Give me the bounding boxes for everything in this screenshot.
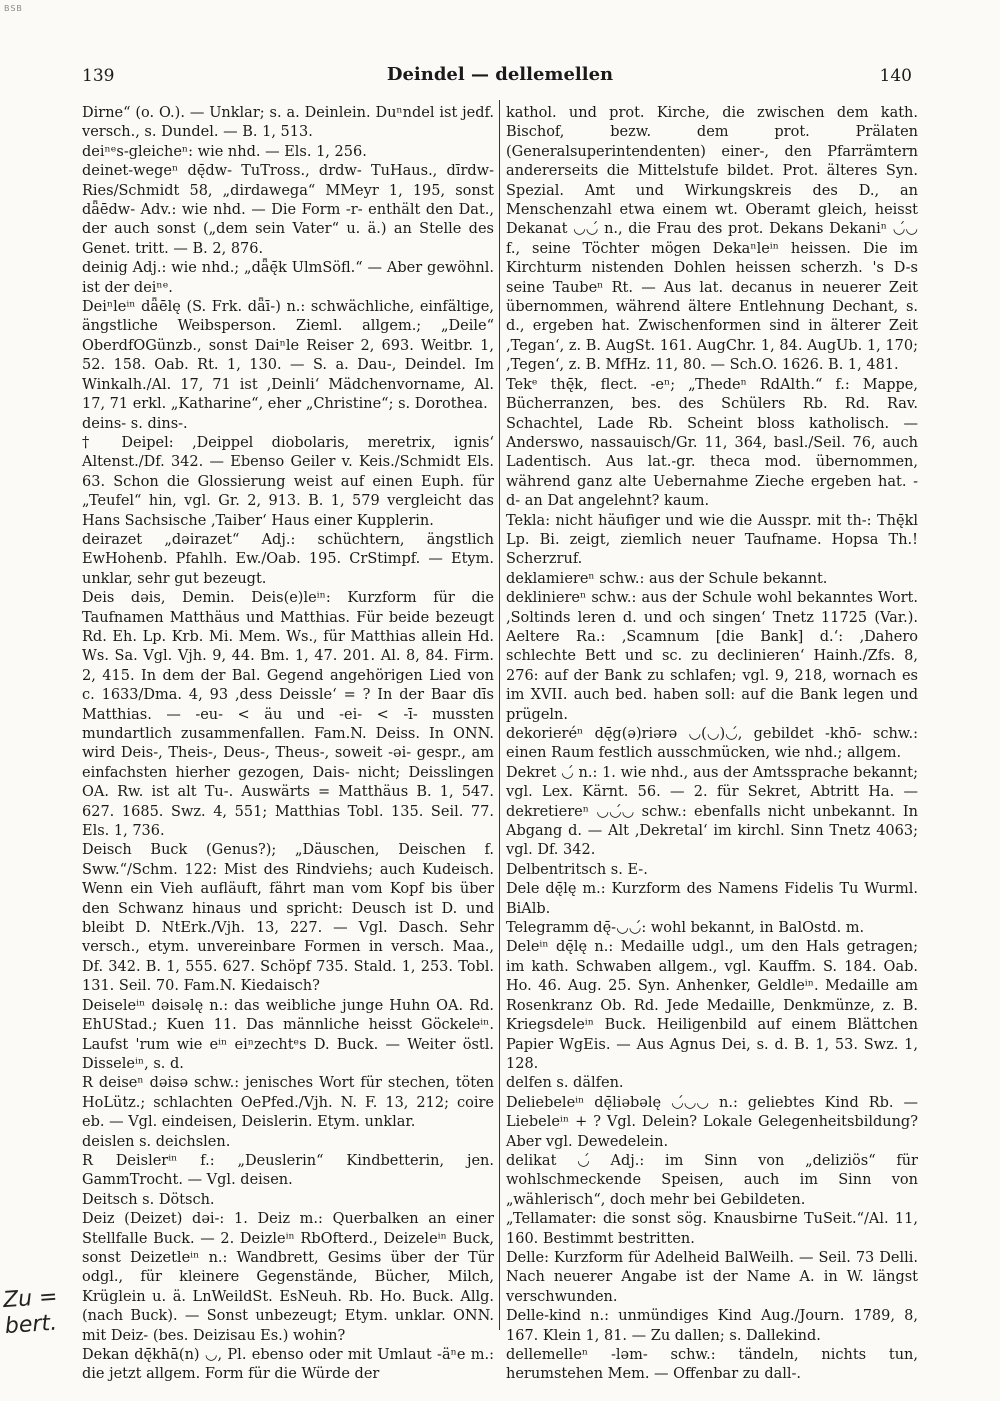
entry: Deisch Buck (Genus?); „Däuschen, Deischen f. Sww.“/Schm. 122: Mist des Rindviehs; auch Kudeisch. Wenn ein Vieh aufläuft, fährt man vom Kopf bis über den Schwanz hinaus und spricht: Deusch ist D. und bleibt D. NtErk./Vjh. 13, 227. — Vgl. Dasch. Sehr versch., etym. unvereinbare Formen in versch. Maa., Df. 342. B. 1, 555. 627. Schöpf 735. Stald. 1, 253. Tobl. 131. Seil. 70. Fam.N. Kiedaisch?: [82, 842, 494, 995]
entry: Deliebeleⁱⁿ dę̄liəbəlę ◡́◡◡ n.: geliebtes Kind Rb. — Liebeleⁱⁿ + ? Vgl. Delein? Lokale Gelegenheitsbildung? Aber vgl. Dewedelein.: [506, 1094, 918, 1150]
entry: kathol. und prot. Kirche, die zwischen dem kath. Bischof, bezw. dem prot. Prälaten (Generalsuperintendenten) einer-, den Pfarrämtern andererseits die Mittelstufe bildet. Prot. älteres Syn. Spezial. Amt und Wirkungskreis des D., an Menschenzahl etwa einem wt. Oberamt gleich, heisst Dekanat ◡◡́ n., die Frau des prot. Dekans Dekaniⁿ ◡́◡ f., seine Töchter mögen Dekaⁿleⁱⁿ heissen. Die im Kirchturm nistenden Dohlen heissen scherzh. 's D-s seine Taubeⁿ Rt. — Aus lat. decanus in neuerer Zeit übernommen, während ältere Entlehnung Dechant, s. d., ergeben hat. Zwischenformen sind in älterer Zeit ‚Tegan‘, z. B. AugSt. 161. AugChr. 1, 84. AugUb. 1, 170; ‚Tegen‘, z. B. MfHz. 11, 80. — Sch.O. 1626. B. 1, 481.: [506, 105, 918, 374]
entry: deiⁿᵉs-gleicheⁿ: wie nhd. — Els. 1, 256.: [82, 143, 367, 160]
entry: R deiseⁿ dəisə schw.: jenisches Wort für stechen, töten HoLütz.; schlachten OePfed./Vjh. N. F. 13, 212; coire eb. — Vgl. eindeisen, Deislerin. Etym. unklar.: [82, 1075, 494, 1131]
left-page-number: 139: [82, 66, 115, 86]
entry: deirazet „dəirazet“ Adj.: schüchtern, ängstlich EwHohenb. Pfahlh. Ew./Oab. 195. CrStimpf. — Etym. unklar, sehr gut bezeugt.: [82, 531, 494, 587]
entry: „Tellamater: die sonst sög. Knausbirne TuSeit.“/Al. 11, 160. Bestimmt bestritten.: [506, 1211, 918, 1247]
entry: Deiⁿleⁱⁿ dǟēlę (S. Frk. dǟī-) n.: schwächliche, einfältige, ängstliche Weibsperson. Zieml. allgem.; „Deile“ OberdfOGünzb., sonst Daiⁿle Reiser 2, 693. Weitbr. 1, 52. 158. Oab. Rt. 1, 130. — S. a. Dau-, Deindel. Im Winkalh./Al. 17, 71 ist ‚Deinli‘ Mädchenvorname, Al. 17, 71 erkl. „Katharine“, eher „Christine“; s. Dorothea.: [82, 299, 494, 413]
entry: deins- s. dins-.: [82, 415, 188, 432]
entry: deinig Adj.: wie nhd.; „dǟę̄k UlmSöfl.“ — Aber gewöhnl. ist der deiⁿᵉ.: [82, 260, 494, 296]
entry: deinet-wegeⁿ dę̄dw- TuTross., drdw- TuHaus., dīrdw- Ries/Schmidt 58, „dirdawega“ MMeyr 1, 195, sonst dǟēdw- Adv.: wie nhd. — Die Form -r- enthält den Dat., der auch sonst („dem sein Vater“ u. ä.) an Stelle des Genet. tritt. — B. 2, 876.: [82, 163, 494, 257]
handwritten-margin-note: Zu = bert.: [2, 1284, 59, 1340]
entry: † Deipel: ‚Deippel diobolaris, meretrix, ignis‘ Altenst./Df. 342. — Ebenso Geiler v. Keis./Schmidt Els. 63. Schon die Glossierung weist auf einen Euph. für „Teufel“ hin, vgl. Gr. 2, 913. B. 1, 579 vergleicht das Hans Sachsische ‚Taiber‘ Haus einer Kupplerin.: [82, 434, 494, 529]
entry: delikat ◡́ Adj.: im Sinn von „deliziös“ für wohlschmeckende Speisen, auch im Sinn von „wählerisch“, doch mehr bei Gebildeten.: [506, 1152, 918, 1208]
entry: dellemelleⁿ -ləm- schw.: tändeln, nichts tun, herumstehen Mem. — Offenbar zu dall-.: [506, 1347, 918, 1383]
entry: Deitsch s. Dötsch.: [82, 1191, 215, 1208]
entry: deklamiereⁿ schw.: aus der Schule bekannt.: [506, 570, 828, 587]
entry: Tekᵉ thę̄k, flect. -eⁿ; „Thedeⁿ RdAlth.“ f.: Mappe, Bücherranzen, bes. des Schülers Rb. Rd. Rav. Schachtel, Lade Rb. Scheint bloss katholisch. — Anderswo, nassauisch/Gr. 11, 364, basl./Seil. 76, auch Ladentisch. Aus lat.-gr. theca mod. übernommen, während ganz alte Uebernahme Zieche ergeben hat. -d- an Dat angelehnt? kaum.: [506, 376, 918, 510]
right-page-number: 140: [879, 66, 912, 86]
entry: delfen s. dälfen.: [506, 1075, 624, 1092]
right-column: [506, 104, 918, 1383]
left-column: [82, 104, 494, 1383]
entry: Tekla: nicht häufiger und wie die Ausspr. mit th-: Thę̄kl Lp. Bi. zeigt, ziemlich neuer Taufname. Hopsa Th.! Scherzruf.: [506, 512, 918, 568]
entry: Deiseleⁱⁿ dəisəlę n.: das weibliche junge Huhn OA. Rd. EhUStad.; Kuen 11. Das männliche heisst Göckeleⁱⁿ. Laufst 'rum wie eⁱⁿ eiⁿzechtᵉs D. Buck. — Weiter östl. Disseleⁱⁿ, s. d.: [82, 997, 494, 1072]
entry: Delle-kind n.: unmündiges Kind Aug./Journ. 1789, 8, 167. Klein 1, 81. — Zu dallen; s. Dallekind.: [506, 1308, 918, 1344]
entry: Deleⁱⁿ dę̄lę n.: Medaille udgl., um den Hals getragen; im kath. Schwaben allgem., vgl. Kauffm. S. 184. Oab. Ho. 46. Aug. 25. Syn. Anhenker, Geldleⁱⁿ. Medaille am Rosenkranz Ob. Rd. Jede Medaille, Denkmünze, z. B. Kriegsdeleⁱⁿ Buck. Heiligenbild auf einem Blättchen Papier WgEis. — Aus Agnus Dei, s. d. B. 1, 53. Swz. 1, 128.: [506, 939, 918, 1072]
entry: Dirne“ (o. O.). — Unklar; s. a. Deinlein. Duⁿndel ist jedf. versch., s. Dundel. — B. 1, 513.: [82, 105, 494, 141]
entry: Dele dę̄lę m.: Kurzform des Namens Fidelis Tu Wurml. BiAlb.: [506, 881, 918, 917]
entry: Telegramm dę̄-◡◡́: wohl bekannt, in BalOstd. m.: [506, 920, 865, 937]
entry: deislen s. deichslen.: [82, 1133, 231, 1150]
entry: Delle: Kurzform für Adelheid BalWeilh. — Seil. 73 Delli. Nach neuerer Angabe ist der Name A. in W. längst verschwunden.: [506, 1249, 918, 1305]
entry: R Deislerⁱⁿ f.: „Deuslerin“ Kindbetterin, jen. GammTrocht. — Vgl. deisen.: [82, 1152, 494, 1189]
entry: dekliniereⁿ schw.: aus der Schule wohl bekanntes Wort. ‚Soltinds leren d. und och singen‘ Tnetz 11725 (Var.). Aeltere Ra.: ‚Scamnum [die Bank] d.‘: ‚Dahero schlechte Bett und sc. zu declinieren‘ Hainh./Zfs. 8, 276: auf der Bank zu schlafen; vgl. 9, 218, wornach es im XVII. auch bed. haben soll: auf die Bank legen und prügeln.: [506, 590, 918, 723]
entry: Deiz (Deizet) dəi-: 1. Deiz m.: Querbalken an einer Stellfalle Buck. — 2. Deizleⁱⁿ RbOfterd., Deizeleⁱⁿ Buck, sonst Deizetleⁱⁿ n.: Wandbrett, Gesims über der Tür odgl., für kleinere Gegenstände, Bücher, Milch, Krüglein u. ä. LnWeildSt. EsNeuh. Rb. Ho. Buck. Allg. (nach Buck). — Sonst unbezeugt; Etym. unklar. ONN. mit Deiz- (bes. Deizisau Es.) wohin?: [82, 1211, 494, 1344]
entry: Delbentritsch s. E-.: [506, 861, 648, 878]
entry: Dekan dę̄khā(n) ◡, Pl. ebenso oder mit Umlaut -äⁿe m.: die jetzt allgem. Form für die Würde der: [82, 1347, 494, 1383]
running-title: Deindel — dellemellen: [386, 64, 614, 85]
page-header: [0, 64, 1000, 94]
library-stamp: BSB: [4, 4, 23, 13]
entry: Dekret ◡́ n.: 1. wie nhd., aus der Amtssprache bekannt; vgl. Lex. Kärnt. 56. — 2. für Sekret, Abtritt Ha. — dekretiereⁿ ◡◡́◡ schw.: ebenfalls nicht unbekannt. In Abgang d. — Alt ‚Dekretal‘ im kirchl. Sinn Tnetz 4063; vgl. Df. 342.: [506, 764, 918, 859]
column-divider: [499, 100, 500, 1330]
entry: Deis dəis, Demin. Deis(e)leⁱⁿ: Kurzform für die Taufnamen Matthäus und Matthias. Für beide bezeugt Rd. Eh. Lp. Krb. Mi. Mem. Ws., für Matthias allein Hd. Ws. Sa. Vgl. Vjh. 9, 44. Bm. 1, 47. 201. Al. 8, 84. Firm. 2, 415. In dem der Bal. Gegend angehörigen Lied von c. 1633/Dma. 4, 93 ‚dess Deissle‘ = ? In der Baar dīs Matthias. — -eu- < äu und -ei- < -ī- mussten mundartlich zusammenfallen. Fam.N. Deiss. In ONN. wird Deis-, Theis-, Deus-, Theus-, soweit -əi- gespr., am einfachsten hierher gezogen, Dais- nicht; Deisslingen OA. Rw. ist alt Tu-. Auswärts = Matthäus B. 1, 547. 627. 1685. Swz. 4, 551; Matthias Tobl. 135. Seil. 77. Els. 1, 736.: [82, 590, 494, 840]
entry: dekorieréⁿ dę̄g(ə)riərə ◡(◡)◡́, gebildet -khō- schw.: einen Raum festlich ausschmücken, wie nhd.; allgem.: [506, 726, 918, 762]
